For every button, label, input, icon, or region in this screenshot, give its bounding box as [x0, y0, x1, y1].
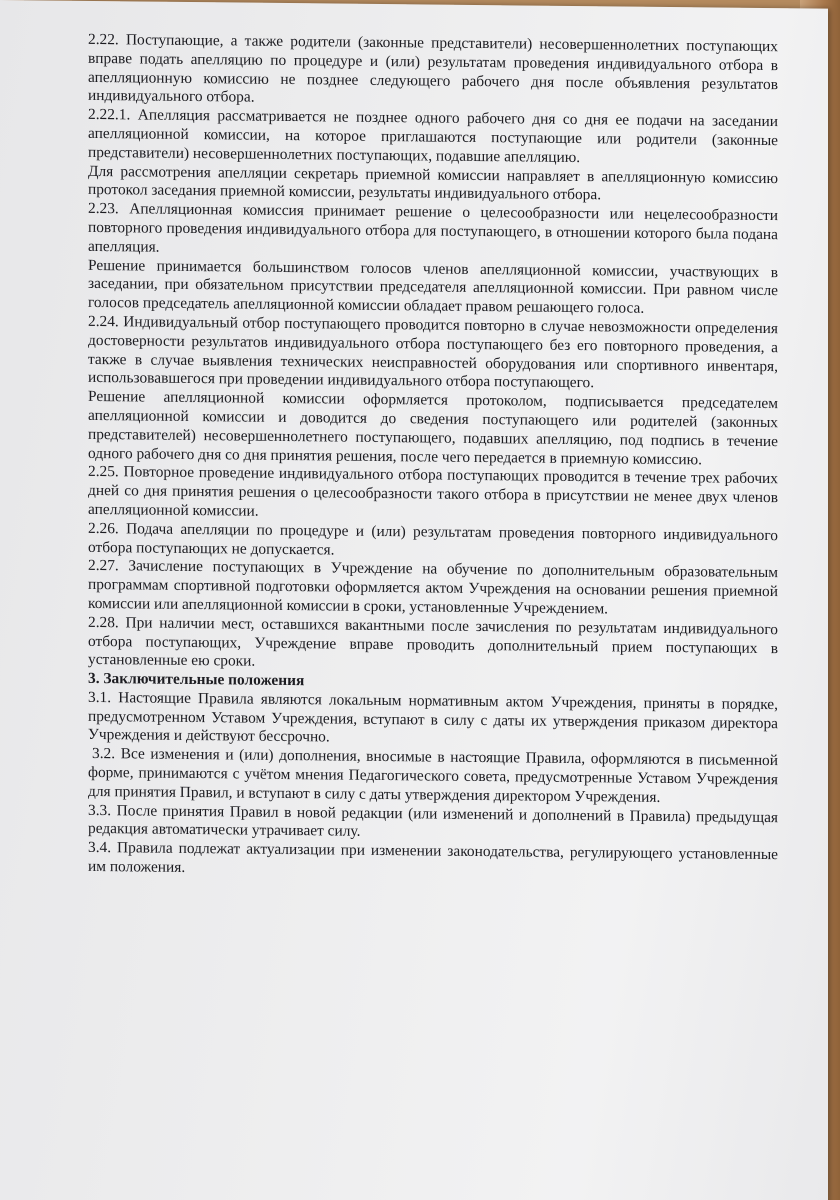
paragraph-2-25: 2.25. Повторное проведение индивидуального отбора поступающих проводится в течение трех рабочих дней со дня принятия решения о целесообразности такого отбора в присутствии не менее двух членов апелляционной комиссии.: [88, 463, 778, 520]
paragraph-2-22-1: 2.22.1. Апелляция рассматривается не позднее одного рабочего дня со дня ее подачи на заседании апелляционной комиссии, на которое приглашаются поступающие или родители (законные представители) несовершеннолетних поступающих, подавшие апелляцию.: [88, 106, 778, 166]
paragraph-2-28: 2.28. При наличии мест, оставшихся вакантными после зачисления по результатам индивидуального отбора поступающих, Учреждение вправе проводить дополнительный прием поступающих в установленные ею сроки.: [88, 613, 778, 670]
paragraph-2-22-1-continued: Для рассмотрения апелляции секретарь приемной комиссии направляет в апелляционную комиссию протокол заседания приемной комиссии, результаты индивидуального отбора.: [88, 162, 778, 204]
paragraph-3-1: 3.1. Настоящие Правила являются локальным нормативным актом Учреждения, приняты в порядке, предусмотренном Уставом Учреждения, вступают в силу с даты их утверждения приказом директора Учреждения и действуют бессрочно.: [88, 688, 778, 746]
paragraph-3-3: 3.3. После принятия Правил в новой редакции (или изменений и дополнений в Правила) предыдущая редакция автоматически утрачивает силу.: [88, 801, 778, 841]
paragraph-2-23-continued: Решение принимается большинством голосов членов апелляционной комиссии, участвующих в заседании, при обязательном присутствии председателя апелляционной комиссии. При равном числе голосов председатель апелляционной комиссии обладает правом решающего голоса.: [88, 256, 778, 317]
paragraph-2-22: 2.22. Поступающие, а также родители (законные представители) несовершеннолетних поступающих вправе подать апелляцию по процедуре и (или) результатам проведения индивидуального отбора в апелляционную комиссию не позднее следующего рабочего дня после объявления результатов индивидуального отбора.: [88, 30, 778, 107]
paragraph-3-2: 3.2. Все изменения и (или) дополнения, вносимые в настоящие Правила, оформляются в письменной форме, принимаются с учётом мнения Педагогического совета, предусмотренные Уставом Учреждения для принятия Правил, и вступают в силу с даты утверждения директором Учреждения.: [88, 745, 778, 806]
paragraph-3-4: 3.4. Правила подлежат актуализации при изменении законодательства, регулирующего установленные им положения.: [88, 839, 778, 877]
paragraph-2-23: 2.23. Апелляционная комиссия принимает решение о целесообразности или нецелесообразности повторного проведения индивидуального отбора для поступающего, в отношении которого была подана апелляция.: [88, 200, 778, 256]
paragraph-2-24-continued: Решение апелляционной комиссии оформляется протоколом, подписывается председателем апелляционной комиссии и доводится до сведения поступающего или родителей (законных представителей) несовершеннолетнего поступающего, подавших апелляцию, под подпись в течение одного рабочего дня со дня принятия решения, после чего передается в приемную комиссию.: [88, 388, 778, 468]
paragraph-2-27: 2.27. Зачисление поступающих в Учреждение на обучение по дополнительным образовательным программам спортивной подготовки оформляется актом Учреждения на основании решения приемной комиссии или апелляционной комиссии в сроки, установленные Учреждением.: [88, 557, 778, 618]
document-body: [88, 31, 778, 884]
paragraph-2-26: 2.26. Подача апелляции по процедуре и (или) результатам проведения повторного индивидуального отбора поступающих не допускается.: [88, 519, 778, 559]
paragraph-2-24: 2.24. Индивидуальный отбор поступающего проводится повторно в случае невозможности определения достоверности результатов индивидуального отбора поступающего без его повторного проведения, а также в случае выявления технических неисправностей оборудования или спортивного инвентаря, использовавшегося при проведении индивидуального отбора поступающего.: [88, 312, 778, 392]
section-3-heading: 3. Заключительные положения: [88, 670, 305, 690]
